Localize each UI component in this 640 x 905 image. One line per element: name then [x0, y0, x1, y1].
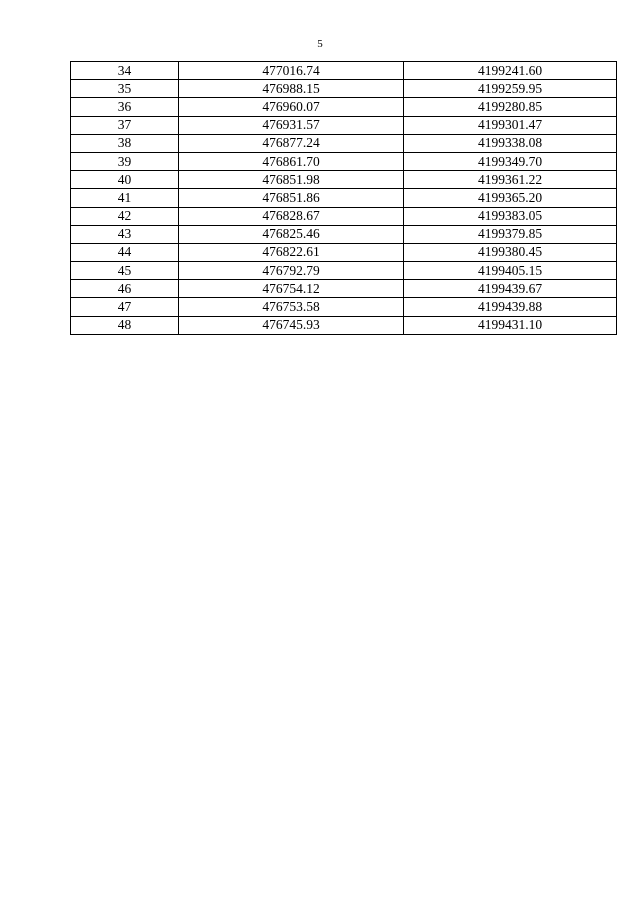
x-coordinate-cell: 476792.79	[179, 262, 404, 280]
x-coordinate-cell: 476931.57	[179, 116, 404, 134]
table-row	[71, 80, 617, 98]
table-row	[71, 98, 617, 116]
point-number-cell: 37	[71, 116, 179, 134]
y-coordinate-cell: 4199301.47	[404, 116, 617, 134]
table-row	[71, 134, 617, 152]
point-number-cell: 36	[71, 98, 179, 116]
y-coordinate-cell: 4199439.88	[404, 298, 617, 316]
x-coordinate-cell: 476828.67	[179, 207, 404, 225]
y-coordinate-cell: 4199280.85	[404, 98, 617, 116]
table-row	[71, 225, 617, 243]
x-coordinate-cell: 477016.74	[179, 62, 404, 80]
table-row	[71, 280, 617, 298]
point-number-cell: 40	[71, 171, 179, 189]
x-coordinate-cell: 476877.24	[179, 134, 404, 152]
point-number-cell: 41	[71, 189, 179, 207]
y-coordinate-cell: 4199361.22	[404, 171, 617, 189]
point-number-cell: 48	[71, 316, 179, 334]
y-coordinate-cell: 4199383.05	[404, 207, 617, 225]
x-coordinate-cell: 476753.58	[179, 298, 404, 316]
x-coordinate-cell: 476851.98	[179, 171, 404, 189]
page-number: 5	[317, 38, 323, 50]
y-coordinate-cell: 4199349.70	[404, 152, 617, 170]
x-coordinate-cell: 476822.61	[179, 243, 404, 261]
x-coordinate-cell: 476745.93	[179, 316, 404, 334]
table-row	[71, 207, 617, 225]
point-number-cell: 43	[71, 225, 179, 243]
point-number-cell: 45	[71, 262, 179, 280]
y-coordinate-cell: 4199431.10	[404, 316, 617, 334]
point-number-cell: 39	[71, 152, 179, 170]
table-row	[71, 189, 617, 207]
x-coordinate-cell: 476825.46	[179, 225, 404, 243]
y-coordinate-cell: 4199365.20	[404, 189, 617, 207]
point-number-cell: 46	[71, 280, 179, 298]
table-row	[71, 243, 617, 261]
y-coordinate-cell: 4199380.45	[404, 243, 617, 261]
point-number-cell: 42	[71, 207, 179, 225]
point-number-cell: 44	[71, 243, 179, 261]
x-coordinate-cell: 476754.12	[179, 280, 404, 298]
y-coordinate-cell: 4199338.08	[404, 134, 617, 152]
y-coordinate-cell: 4199405.15	[404, 262, 617, 280]
y-coordinate-cell: 4199379.85	[404, 225, 617, 243]
x-coordinate-cell: 476851.86	[179, 189, 404, 207]
point-number-cell: 34	[71, 62, 179, 80]
point-number-cell: 38	[71, 134, 179, 152]
x-coordinate-cell: 476988.15	[179, 80, 404, 98]
table-row	[71, 298, 617, 316]
point-number-cell: 47	[71, 298, 179, 316]
x-coordinate-cell: 476861.70	[179, 152, 404, 170]
table-row	[71, 62, 617, 80]
coordinates-table	[70, 61, 617, 335]
y-coordinate-cell: 4199259.95	[404, 80, 617, 98]
y-coordinate-cell: 4199241.60	[404, 62, 617, 80]
point-number-cell: 35	[71, 80, 179, 98]
table-row	[71, 152, 617, 170]
y-coordinate-cell: 4199439.67	[404, 280, 617, 298]
table-row	[71, 171, 617, 189]
table-row	[71, 316, 617, 334]
x-coordinate-cell: 476960.07	[179, 98, 404, 116]
table-row	[71, 116, 617, 134]
coordinates-table-body	[71, 62, 617, 335]
table-row	[71, 262, 617, 280]
